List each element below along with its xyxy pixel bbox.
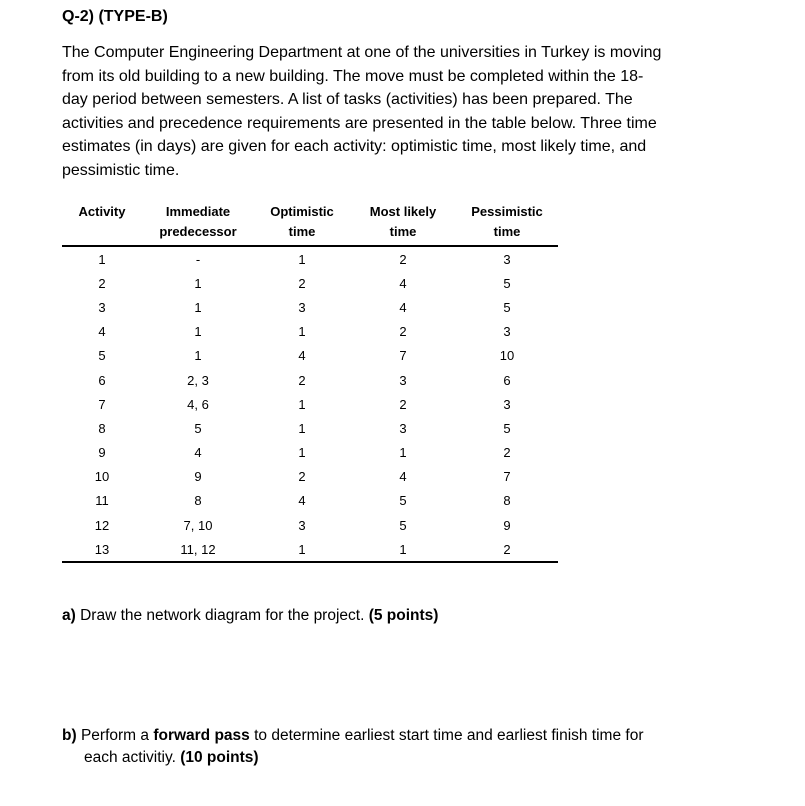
table-cell: 1 [194, 348, 202, 364]
table-cell: 1 [298, 445, 306, 461]
table-cell: 5 [399, 517, 407, 533]
header-immediate-predecessor: Immediate predecessor [142, 200, 254, 246]
question-b: b) Perform a forward pass to determine earliest start time and earliest finish time for each activitiy. (10 points) [62, 727, 644, 766]
table-cell: 2 [298, 372, 306, 388]
table-cell: 10 [499, 348, 515, 364]
table-cell: 2 [98, 275, 106, 291]
table-row [62, 441, 558, 465]
problem-description [62, 41, 762, 183]
table-cell: 1 [98, 251, 106, 267]
table-cell: 3 [298, 517, 306, 533]
table-cell: 5 [98, 348, 106, 364]
table-cell: 4 [298, 348, 306, 364]
table-cell: 2 [399, 251, 407, 267]
table-cell: 7 [98, 396, 106, 412]
table-cell: 2, 3 [187, 372, 209, 388]
table-row [62, 513, 558, 537]
paragraph-line: from its old building to a new building. The move must be completed within the 18- [62, 67, 644, 85]
table-cell: 1 [399, 445, 407, 461]
table-cell: 4 [399, 469, 407, 485]
table-cell: 1 [298, 396, 306, 412]
table-cell: 4 [98, 324, 106, 340]
table-row [62, 246, 558, 271]
question-title: Q-2) (TYPE-B) [62, 8, 168, 25]
table-cell: 2 [399, 324, 407, 340]
table-row [62, 271, 558, 295]
table-header-row [62, 200, 558, 246]
table-cell: 3 [399, 372, 407, 388]
header-activity: Activity [62, 200, 142, 246]
table-cell: 3 [503, 396, 511, 412]
header-pessimistic-time: Pessimistic time [456, 200, 558, 246]
table-cell: 1 [298, 420, 306, 436]
table-cell: 11 [95, 493, 109, 509]
table-cell: 3 [98, 299, 106, 315]
table-cell: 3 [399, 420, 407, 436]
table-cell: 4, 6 [187, 396, 209, 412]
activity-table [62, 200, 558, 563]
table-body [62, 246, 558, 562]
table-cell: 11, 12 [142, 537, 254, 562]
table-cell: 4 [399, 275, 407, 291]
table-cell: 4 [298, 493, 306, 509]
table-cell: 4 [194, 445, 202, 461]
table-cell: 3 [298, 299, 306, 315]
table-cell: 2 [503, 445, 511, 461]
header-optimistic-time: Optimistic time [254, 200, 350, 246]
paragraph-line: estimates (in days) are given for each activity: optimistic time, most likely time, and [62, 138, 647, 156]
table-cell: 3 [503, 251, 511, 267]
table-cell: 5 [399, 493, 407, 509]
paragraph-line: day period between semesters. A list of tasks (activities) has been prepared. The [62, 91, 633, 109]
table-cell: 6 [98, 372, 106, 388]
table-cell: 1 [194, 275, 202, 291]
table-row [62, 344, 558, 368]
table-row [62, 416, 558, 440]
table-row [62, 368, 558, 392]
table-cell: 3 [503, 324, 511, 340]
table-row [62, 320, 558, 344]
table-row [62, 489, 558, 513]
table-cell: 12 [94, 517, 110, 533]
table-cell: 9 [503, 517, 511, 533]
question-a: a) Draw the network diagram for the project. (5 points) [62, 607, 439, 624]
table-cell: 1 [298, 251, 306, 267]
table-cell: 5 [503, 420, 511, 436]
table-row [62, 465, 558, 489]
table-cell: 8 [98, 420, 106, 436]
table-cell: 5 [503, 299, 511, 315]
table-cell: 10 [94, 469, 110, 485]
table-cell: 7, 10 [183, 517, 213, 533]
table-cell: 4 [399, 299, 407, 315]
table-row [62, 392, 558, 416]
table-cell: 1 [194, 299, 202, 315]
table-cell: 1 [350, 537, 456, 562]
table-row [62, 537, 558, 562]
table-cell: 8 [194, 493, 202, 509]
table-cell: 9 [194, 469, 202, 485]
table-cell: - [195, 251, 201, 267]
table-cell: 2 [298, 469, 306, 485]
table-cell: 8 [503, 493, 511, 509]
table-row [62, 295, 558, 319]
table-cell: 1 [298, 324, 306, 340]
table-cell: 2 [456, 537, 558, 562]
paragraph-line: pessimistic time. [62, 161, 180, 179]
table-cell: 7 [399, 348, 407, 364]
table-cell: 2 [298, 275, 306, 291]
paragraph-line: activities and precedence requirements are presented in the table below. Three time [62, 114, 657, 132]
paragraph-line: The Computer Engineering Department at one of the universities in Turkey is moving [62, 44, 662, 61]
table-cell: 1 [194, 324, 202, 340]
table-cell: 1 [254, 537, 350, 562]
table-cell: 5 [503, 275, 511, 291]
table-cell: 2 [399, 396, 407, 412]
header-most-likely-time: Most likely time [350, 200, 456, 246]
table-cell: 7 [503, 469, 511, 485]
table-cell: 5 [194, 420, 202, 436]
table-cell: 9 [98, 445, 106, 461]
table-cell: 13 [62, 537, 142, 562]
table-cell: 6 [503, 372, 511, 388]
